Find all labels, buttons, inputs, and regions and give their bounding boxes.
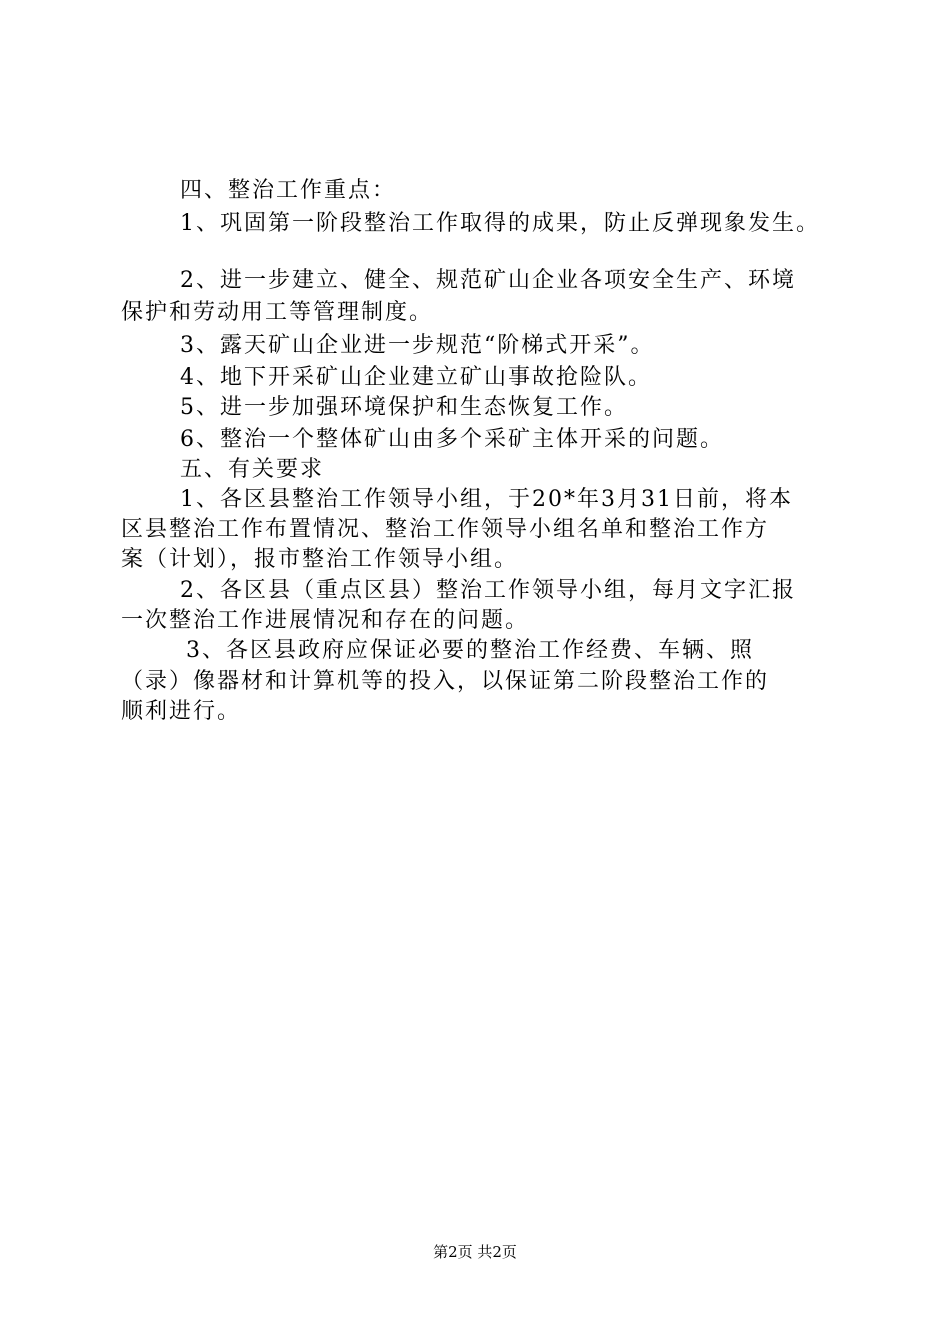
paragraph-line: 3、露天矿山企业进一步规范“阶梯式开采”。 [180,333,655,358]
paragraph-line: 顺利进行。 [121,699,242,724]
paragraph-line: 1、各区县整治工作领导小组，于20*年3月31日前，将本 [180,487,793,512]
paragraph-line: 案（计划），报市整治工作领导小组。 [121,547,519,572]
paragraph-line: 4、地下开采矿山企业建立矿山事故抢险队。 [180,365,652,390]
paragraph-line: 3、各区县政府应保证必要的整治工作经费、车辆、照 [186,638,754,663]
paragraph-line: 6、整治一个整体矿山由多个采矿主体开采的问题。 [180,427,724,452]
section-heading-4: 四、整治工作重点： [180,178,397,203]
paragraph-line: 2、进一步建立、健全、规范矿山企业各项安全生产、环境 [180,268,796,293]
paragraph-line: 区县整治工作布置情况、整治工作领导小组名单和整治工作方 [121,517,770,542]
paragraph-line: 1、巩固第一阶段整治工作取得的成果，防止反弹现象发生。 [180,211,820,236]
section-heading-5: 五、有关要求 [180,457,325,482]
paragraph-line: 一次整治工作进展情况和存在的问题。 [121,608,530,633]
paragraph-line: 5、进一步加强环境保护和生态恢复工作。 [180,395,628,420]
paragraph-line: 保护和劳动用工等管理制度。 [121,300,434,325]
page-number-footer: 第2页 共2页 [433,1243,517,1261]
paragraph-line: 2、各区县（重点区县）整治工作领导小组，每月文字汇报 [180,578,796,603]
paragraph-line: （录）像器材和计算机等的投入，以保证第二阶段整治工作的 [121,669,770,694]
